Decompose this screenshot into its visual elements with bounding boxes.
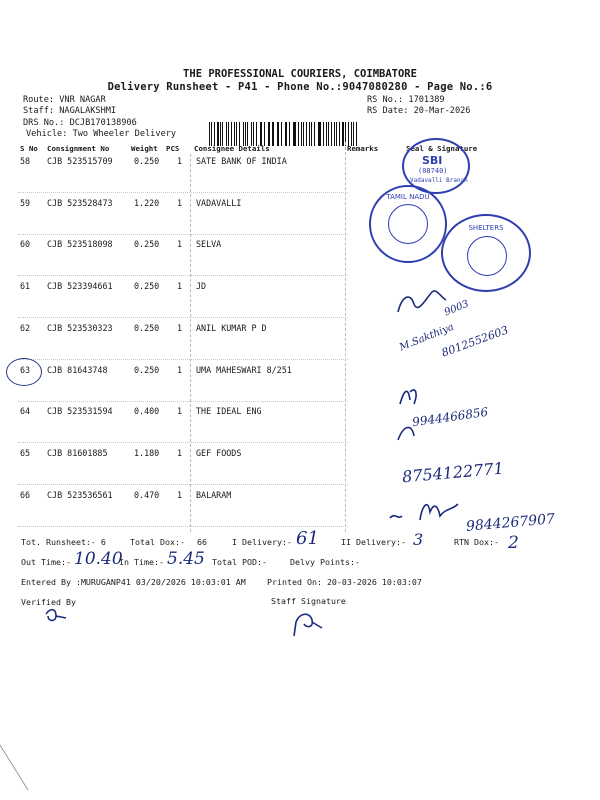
company-title: THE PROFESSIONAL COURIERS, COIMBATORE [183, 68, 417, 80]
row-pcs: 1 [177, 156, 183, 166]
row-sno: 63 [20, 365, 31, 375]
row-weight: 0.400 [134, 406, 160, 416]
row-consignee: JD [196, 281, 207, 291]
sbi-stamp-code: (08740) [418, 167, 448, 175]
row-consignee: VADAVALLI [196, 198, 242, 208]
in-time-label: In Time:- [119, 557, 164, 567]
handwritten-phone-2: 8012552603 [439, 323, 511, 360]
in-time-handwritten: 5.45 [167, 549, 205, 569]
handwritten-phone-5: 9844267907 [465, 511, 556, 535]
row-consignment: CJB 523528473 [47, 198, 113, 208]
scan-edge-line [0, 745, 28, 790]
total-pod-label: Total POD:- [212, 557, 267, 567]
col-remarks: Remarks [347, 144, 379, 153]
entered-by: Entered By :MURUGANP41 03/20/2026 10:03:01 AM [21, 577, 246, 587]
row-weight: 0.250 [134, 239, 160, 249]
row-consignment: CJB 523394661 [47, 281, 113, 291]
row-weight: 0.250 [134, 365, 160, 375]
delvy-points-label: Delvy Points:- [290, 557, 360, 567]
out-time-handwritten: 10.40 [74, 549, 123, 569]
signature-row-65 [398, 427, 414, 440]
verified-by-signature [46, 610, 66, 621]
vehicle: Vehicle: Two Wheeler Delivery [26, 129, 177, 139]
row-consignee: ANIL KUMAR P D [196, 323, 267, 333]
row-consignee: GEF FOODS [196, 448, 242, 458]
row-pcs: 1 [177, 365, 183, 375]
row-weight: 0.470 [134, 490, 160, 500]
row-consignment: CJB 81643748 [47, 365, 108, 375]
ii-delivery-label: II Delivery:- [341, 537, 406, 547]
col-seal: Seal & Signature [406, 144, 478, 153]
row-weight: 1.220 [134, 198, 160, 208]
tot-runsheet: Tot. Runsheet:- 6 [21, 537, 106, 547]
row-pcs: 1 [177, 198, 183, 208]
row-consignment: CJB 523515709 [47, 156, 113, 166]
row-consignee: SATE BANK OF INDIA [196, 156, 287, 166]
sbi-stamp-logo: SBI [422, 154, 443, 167]
rs-date: RS Date: 20-Mar-2026 [367, 106, 471, 116]
i-delivery-handwritten: 61 [296, 528, 319, 549]
staff-signature-mark [294, 614, 322, 636]
row-consignment: CJB 523536561 [47, 490, 113, 500]
handwritten-phone-3: 9944466856 [411, 404, 489, 430]
runsheet-title: Delivery Runsheet - P41 - Phone No.:9047080280 - Page No.:6 [107, 81, 493, 93]
signature-row-64 [400, 390, 416, 404]
ii-delivery-handwritten: 3 [413, 530, 424, 549]
col-weight: Weight [131, 144, 158, 153]
row-sno: 65 [20, 448, 31, 458]
rs-no: RS No.: 1701389 [367, 95, 445, 105]
drs-no: DRS No.: DCJB170138906 [23, 118, 137, 128]
total-dox-label: Total Dox:- [130, 537, 185, 547]
staff: Staff: NAGALAKSHMI [23, 106, 117, 116]
verified-by: Verified By [21, 597, 76, 607]
total-dox-value: 66 [197, 537, 207, 547]
row-pcs: 1 [177, 406, 183, 416]
row-pcs: 1 [177, 323, 183, 333]
row-consignee: UMA MAHESWARI 8/251 [196, 365, 292, 375]
row-weight: 0.250 [134, 281, 160, 291]
row-weight: 0.250 [134, 323, 160, 333]
col-consignment: Consignment No [47, 144, 110, 153]
signature-row-66 [390, 504, 458, 520]
row-sno: 64 [20, 406, 31, 416]
rtn-dox-label: RTN Dox:- [454, 537, 499, 547]
out-time-label: Out Time:- [21, 557, 71, 567]
row-consignee: SELVA [196, 239, 222, 249]
i-delivery-label: I Delivery:- [232, 537, 292, 547]
row-sno: 58 [20, 156, 31, 166]
row-consignment: CJB 523530323 [47, 323, 113, 333]
row-pcs: 1 [177, 490, 183, 500]
col-sno: S No [20, 144, 38, 153]
row-consignment: CJB 81601885 [47, 448, 108, 458]
signature-row-61 [398, 291, 446, 312]
row-sno: 60 [20, 239, 31, 249]
row-pcs: 1 [177, 281, 183, 291]
sbi-stamp-branch: Vadavalli Branch [410, 177, 468, 184]
handwritten-phone-1: 9003 [442, 298, 471, 319]
row-sno: 66 [20, 490, 31, 500]
shelters-stamp-text: SHELTERS [468, 224, 504, 232]
row-consignment: CJB 523518098 [47, 239, 113, 249]
route: Route: VNR NAGAR [23, 95, 106, 105]
row-sno: 62 [20, 323, 31, 333]
handwritten-phone-4: 8754122771 [401, 458, 505, 487]
handwritten-name-1: M.Sakthiya [398, 321, 456, 354]
row-sno: 61 [20, 281, 31, 291]
row-consignee: BALARAM [196, 490, 232, 500]
row-sno: 59 [20, 198, 31, 208]
row-weight: 1.180 [134, 448, 160, 458]
col-pcs: PCS [166, 144, 180, 153]
col-consignee: Consignee Details [194, 144, 270, 153]
row-consignment: CJB 523531594 [47, 406, 113, 416]
row-consignee: THE IDEAL ENG [196, 406, 262, 416]
printed-on: Printed On: 20-03-2026 10:03:07 [267, 577, 422, 587]
row-weight: 0.250 [134, 156, 160, 166]
rtn-dox-handwritten: 2 [508, 533, 519, 553]
row-pcs: 1 [177, 239, 183, 249]
staff-signature-label: Staff Signature [271, 596, 346, 606]
row-pcs: 1 [177, 448, 183, 458]
tamil-stamp-text: TAMIL NADU [386, 193, 430, 201]
